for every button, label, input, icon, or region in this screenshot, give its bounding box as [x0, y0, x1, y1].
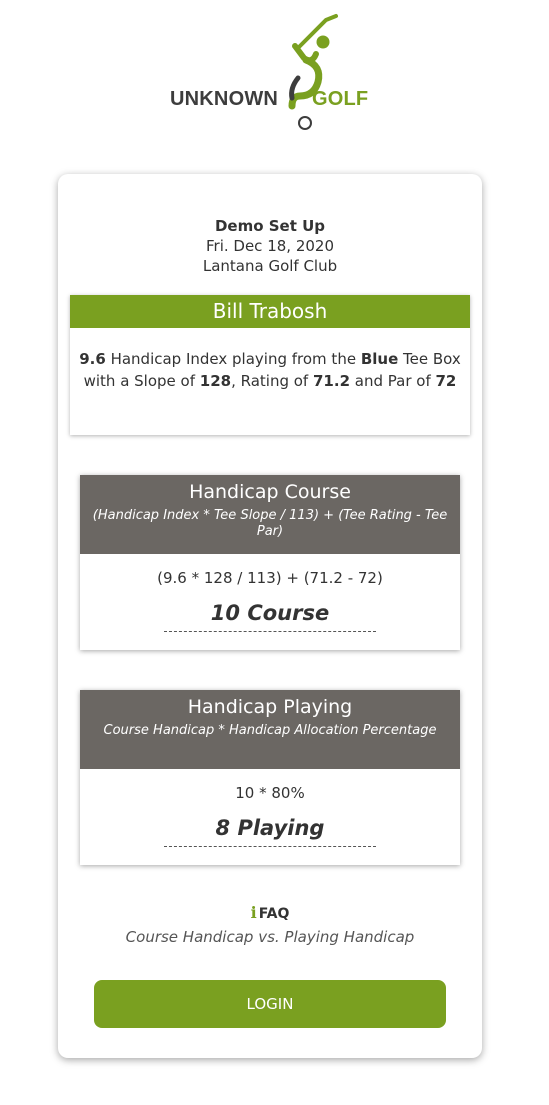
rating-value: 71.2	[313, 372, 351, 390]
event-club: Lantana Golf Club	[202, 257, 338, 275]
faq-label: FAQ	[258, 906, 290, 922]
login-button[interactable]: LOGIN	[94, 980, 446, 1028]
faq-subtitle[interactable]: Course Handicap vs. Playing Handicap	[125, 928, 415, 946]
playing-handicap-panel	[80, 690, 460, 865]
playing-handicap-header	[80, 690, 460, 769]
course-handicap-header	[80, 475, 460, 554]
playing-handicap-result: 8 Playing	[215, 816, 325, 840]
tee-name: Blue	[360, 350, 399, 368]
logo-text-golf: GOLF	[312, 88, 369, 110]
golfer-logo-icon	[166, 12, 376, 134]
par-value: 72	[435, 372, 457, 390]
summary-text-index: Handicap Index playing from the	[105, 350, 361, 368]
unknown-golf-logo	[166, 12, 376, 134]
player-panel	[70, 295, 470, 435]
logo-text-unknown: UNKNOWN	[170, 88, 279, 110]
faq-link[interactable]	[58, 903, 482, 922]
summary-text-par: and Par of	[350, 372, 436, 390]
summary-text-rating: , Rating of	[231, 372, 313, 390]
event-date: Fri. Dec 18, 2020	[206, 237, 334, 255]
course-handicap-panel	[80, 475, 460, 650]
player-name: Bill Trabosh	[70, 295, 470, 328]
handicap-card	[58, 174, 482, 1058]
slope-value: 128	[199, 372, 232, 390]
summary-text-tee: Tee Box with a Slope of	[83, 350, 461, 390]
playing-handicap-formula: Course Handicap * Handicap Allocation Percentage	[103, 723, 437, 738]
faq-section	[58, 903, 482, 946]
handicap-index-value: 9.6	[79, 350, 106, 368]
result-divider	[164, 846, 376, 847]
course-handicap-result: 10 Course	[210, 601, 330, 625]
playing-handicap-title: Handicap Playing	[187, 696, 353, 718]
course-handicap-formula: (Handicap Index * Tee Slope / 113) + (Tee Rating - Tee Par)	[92, 508, 448, 539]
player-summary	[70, 328, 470, 392]
course-handicap-expression: (9.6 * 128 / 113) + (71.2 - 72)	[157, 569, 383, 587]
result-divider	[164, 631, 376, 632]
event-info	[58, 216, 482, 276]
event-title: Demo Set Up	[214, 217, 326, 235]
info-icon: i	[250, 903, 257, 922]
playing-handicap-expression: 10 * 80%	[235, 784, 305, 802]
course-handicap-title: Handicap Course	[189, 481, 351, 503]
